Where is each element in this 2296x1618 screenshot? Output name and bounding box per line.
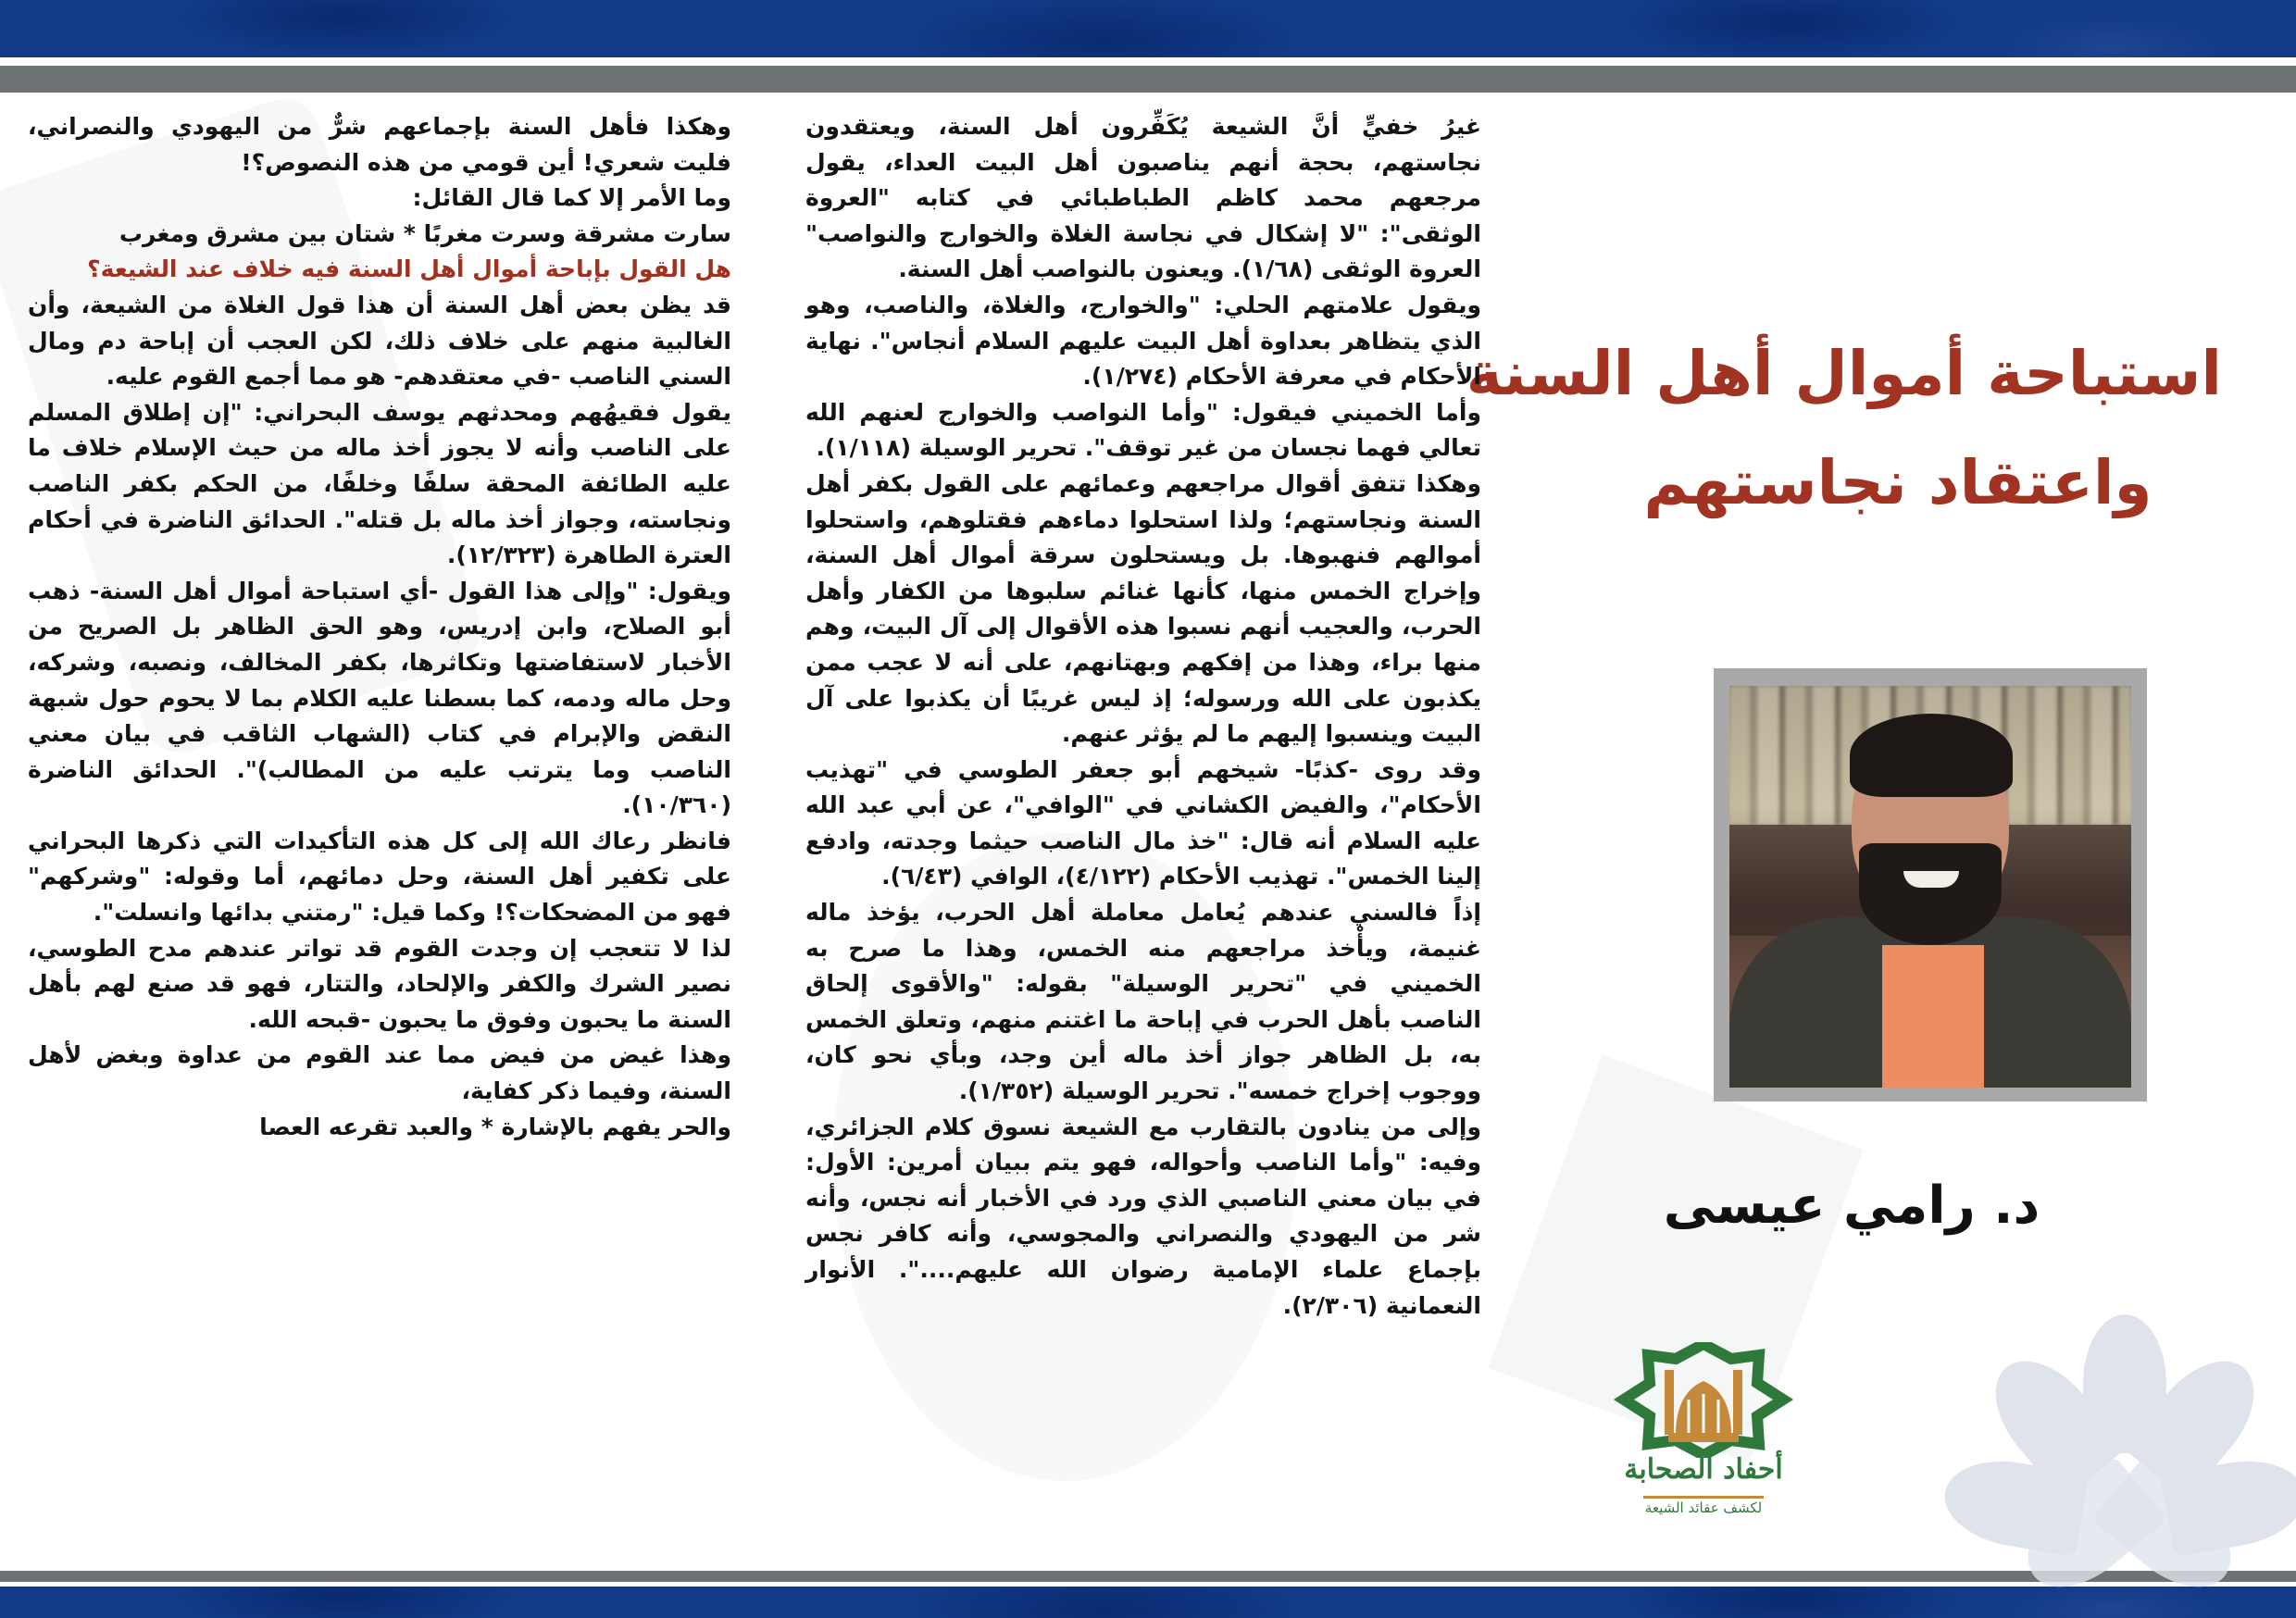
paragraph: وقد روى -كذبًا- شيخهم أبو جعفر الطوسي في "تهذيب الأحكام"، والفيض الكشاني في "الوافي"، عن أبي عبد الله عليه السلام أنه قال: "خذ مال الناصب حيثما وجدته، وادفع إلينا الخمس". تهذيب الأحكام (٤/١٢٢)، الوافي (٦/٤٣).	[805, 755, 1481, 890]
paragraph: وإلى من ينادون بالتقارب مع الشيعة نسوق كلام الجزائري، وفيه: "وأما الناصب وأحواله، فهو يتم ببيان أمرين: الأول: في بيان معني الناصبي الذي ورد في الأخبار أنه نجس، وأنه شر من اليهودي والنصراني والمجوسي، وأنه كافر نجس بإجماع علماء الإمامية رضوان الله عليهم....". الأنوار النعمانية (٢/٣٠٦).	[805, 1113, 1481, 1319]
paragraph: إذاً فالسني عندهم يُعامل معاملة أهل الحرب، يؤخذ ماله غنيمة، ويأْخذ مراجعهم منه الخمس، وهذا ما صرح به الخميني في "تحرير الوسيلة" بقوله: "والأقوى إلحاق الناصب بأهل الحرب في إباحة ما اغتنم منهم، وتعلق الخمس به، بل الظاهر جواز أخذ ماله أين وجد، وبأي نحو كان، ووجوب إخراج خمسه". تحرير الوسيلة (١/٣٥٢).	[805, 899, 1481, 1105]
paragraph: وأما الخميني فيقول: "وأما النواصب والخوارج لعنهم الله تعالي فهما نجسان من غير توقف". تحرير الوسيلة (١/١١٨).	[805, 398, 1481, 462]
paragraph: وهكذا تتفق أقوال مراجعهم وعمائهم على القول بكفر أهل السنة ونجاستهم؛ ولذا استحلوا دماءهم فقتلوهم، واستحلوا أموالهم فنهبوها. بل ويستحلون سرقة أموال أهل السنة، وإخراج الخمس منها، كأنها غنائم سلبوها من الكفار وأهل الحرب، والعجيب أنهم نسبوا هذه الأقوال إلى آل البيت، وهم منها براء، وهذا من إفكهم وبهتانهم، على أنه لا عجب ممن يكذبون على الله ورسوله؛ إذ ليس غريبًا أن يكذبوا على آل البيت وينسبوا إليهم ما لم يؤثر عنهم.	[805, 469, 1481, 748]
mosque-dome-icon	[1611, 1342, 1796, 1458]
logo-name: أحفاد الصحابة	[1624, 1453, 1783, 1486]
author-photo	[1729, 686, 2131, 1088]
paragraph: وهذا غيض من فيض مما عند القوم من عداوة وبغض لأهل السنة، وفيما ذكر كفاية،	[28, 1041, 731, 1105]
paragraph: لذا لا تتعجب إن وجدت القوم قد تواتر عندهم مدح الطوسي، نصير الشرك والكفر والإلحاد، والتتار، فهو قد صنع لهم بأهل السنة ما يحبون وفوق ما يحبون -قبحه الله.	[28, 934, 731, 1033]
header-blue-band	[0, 0, 2296, 57]
section-subheading: هل القول بإباحة أموال أهل السنة فيه خلاف عند الشيعة؟	[87, 255, 731, 283]
author-name: د. رامي عيسى	[1663, 1176, 2040, 1236]
corner-rosette-ornament	[1926, 1277, 2296, 1574]
poem-verse: سارت مشرقة وسرت مغربًا * شتان بين مشرق ومغرب	[119, 219, 731, 247]
paragraph: فانظر رعاك الله إلى كل هذه التأكيدات التي ذكرها البحراني على تكفير أهل السنة، وحل دمائهم، أما وقوله: "وشركهم" فهو من المضحكات؟! وكما قيل: "رمتني بدائها وانسلت".	[28, 827, 731, 927]
paragraph: وهكذا فأهل السنة بإجماعهم شرٌّ من اليهودي والنصراني، فليت شعري! أين قومي من هذه النصوص؟!	[28, 113, 731, 176]
author-photo-frame	[1714, 668, 2147, 1101]
left-text-column	[28, 109, 731, 1145]
article-title	[1466, 319, 2222, 538]
paragraph: يقول فقيهُهم ومحدثهم يوسف البحراني: "إن إطلاق المسلم على الناصب وأنه لا يجوز أخذ ماله من حيث الإسلام خلاف ما عليه الطائفة المحقة سلفًا وخلفًا، من الحكم بكفر الناصب ونجاسته، وجواز أخذ ماله بل قتله". الحدائق الناضرة في أحكام العترة الطاهرة (١٢/٣٢٣).	[28, 398, 731, 569]
publisher-logo	[1611, 1342, 1796, 1527]
header-gray-band	[0, 66, 2296, 93]
title-line-1: استباحة أموال أهل السنة	[1466, 338, 2222, 409]
middle-text-column	[805, 109, 1481, 1324]
paragraph: ويقول: "وإلى هذا القول -أي استباحة أموال أهل السنة- ذهب أبو الصلاح، وابن إدريس، وهو الحق الظاهر بل الصريح من الأخبار لاستفاضتها وتكاثرها، بكفر المخالف، ونصبه، وشركه، وحل ماله ودمه، كما بسطنا عليه الكلام بما لا يحوم حول شبهة النقض والإبرام في كتاب (الشهاب الثاقب في بيان معني الناصب وما يترتب عليه من المطالب)". الحدائق الناضرة (١٠/٣٦٠).	[28, 577, 731, 819]
paragraph: قد يظن بعض أهل السنة أن هذا قول الغلاة من الشيعة، وأن الغالبية منهم على خلاف ذلك، لكن العجب أن إباحة دم ومال السني الناصب -في معتقدهم- هو مما أجمع القوم عليه.	[28, 291, 731, 391]
logo-divider	[1643, 1496, 1764, 1499]
poem-verse: والحر يفهم بالإشارة * والعبد تقرعه العصا	[259, 1113, 731, 1140]
title-line-2: واعتقاد نجاستهم	[1643, 447, 2152, 518]
footer-blue-band	[0, 1587, 2296, 1618]
logo-tagline: لكشف عقائد الشيعة	[1644, 1500, 1763, 1516]
paragraph: غيرُ خفيٍّ أنَّ الشيعة يُكَفِّرون أهل السنة، ويعتقدون نجاستهم، بحجة أنهم يناصبون أهل البيت العداء، يقول مرجعهم محمد كاظم الطباطبائي في كتابه "العروة الوثقى": "لا إشكال في نجاسة الغلاة والخوارج والنواصب" العروة الوثقى (١/٦٨). ويعنون بالنواصب أهل السنة.	[805, 113, 1481, 283]
paragraph: وما الأمر إلا كما قال القائل:	[412, 184, 731, 212]
paragraph: ويقول علامتهم الحلي: "والخوارج، والغلاة، والناصب، وهو الذي يتظاهر بعداوة أهل البيت عليهم السلام أنجاس". نهاية الأحكام في معرفة الأحكام (١/٢٧٤).	[805, 291, 1481, 391]
